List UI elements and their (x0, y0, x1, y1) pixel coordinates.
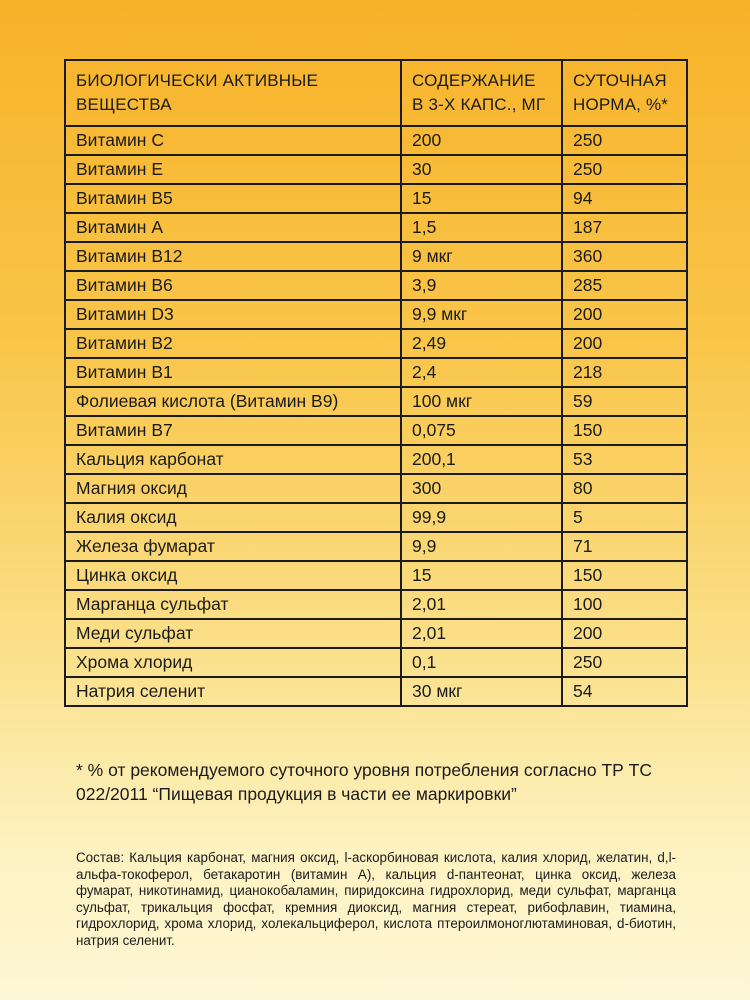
daily-norm-cell: 80 (562, 474, 687, 503)
substance-cell: Витамин В7 (65, 416, 401, 445)
content-cell: 2,01 (401, 590, 562, 619)
daily-norm-cell: 150 (562, 416, 687, 445)
content-cell: 15 (401, 184, 562, 213)
table-row (65, 358, 687, 387)
table-row (65, 503, 687, 532)
table-row (65, 445, 687, 474)
daily-norm-cell: 200 (562, 329, 687, 358)
substance-cell: Хрома хлорид (65, 648, 401, 677)
footnote: * % от рекомендуемого суточного уровня потребления согласно ТР ТС 022/2011 “Пищевая продукция в части ее маркировки” (76, 760, 652, 804)
content-cell: 1,5 (401, 213, 562, 242)
table-row (65, 271, 687, 300)
daily-norm-cell: 59 (562, 387, 687, 416)
content-cell: 200,1 (401, 445, 562, 474)
table-row (65, 213, 687, 242)
substance-cell: Железа фумарат (65, 532, 401, 561)
content-cell: 0,1 (401, 648, 562, 677)
substance-cell: Фолиевая кислота (Витамин В9) (65, 387, 401, 416)
substance-cell: Витамин В5 (65, 184, 401, 213)
content-cell: 9 мкг (401, 242, 562, 271)
header-content: СОДЕРЖАНИЕ В 3-Х КАПС., МГ (401, 60, 562, 126)
content-cell: 99,9 (401, 503, 562, 532)
substance-cell: Витамин Е (65, 155, 401, 184)
table-row (65, 648, 687, 677)
daily-norm-cell: 250 (562, 155, 687, 184)
content-cell: 200 (401, 126, 562, 155)
substance-cell: Витамин В12 (65, 242, 401, 271)
substance-cell: Витамин В6 (65, 271, 401, 300)
daily-norm-cell: 250 (562, 648, 687, 677)
daily-norm-cell: 71 (562, 532, 687, 561)
daily-norm-cell: 285 (562, 271, 687, 300)
daily-norm-cell: 250 (562, 126, 687, 155)
table-row (65, 416, 687, 445)
composition-text: Состав: Кальция карбонат, магния оксид, l-аскорбиновая кислота, калия хлорид, желатин, d,l-альфа-токоферол, бетакаротин (витамин А), кальция d-пантеонат, цинка оксид, железа фумарат, никотинамид, цианокобаламин, пиридоксина гидрохлорид, меди сульфат, марганца сульфат, трикальция фосфат, кремния диоксид, магния стереат, рибофлавин, тиамина, гидрохлорид, хрома хлорид, холекальциферол, кислота птероилмоноглютаминовая, d-биотин, натрия селенит. (76, 850, 676, 948)
table-header-row (65, 60, 687, 126)
daily-norm-cell: 94 (562, 184, 687, 213)
table-row (65, 329, 687, 358)
daily-norm-cell: 5 (562, 503, 687, 532)
substance-cell: Магния оксид (65, 474, 401, 503)
content-cell: 30 мкг (401, 677, 562, 706)
table-row (65, 242, 687, 271)
table-row (65, 532, 687, 561)
daily-norm-cell: 360 (562, 242, 687, 271)
header-substances: БИОЛОГИЧЕСКИ АКТИВНЫЕ ВЕЩЕСТВА (65, 60, 401, 126)
substance-cell: Витамин А (65, 213, 401, 242)
content-cell: 9,9 мкг (401, 300, 562, 329)
content-cell: 2,49 (401, 329, 562, 358)
substance-cell: Калия оксид (65, 503, 401, 532)
daily-norm-cell: 54 (562, 677, 687, 706)
nutrients-table (64, 59, 688, 707)
substance-cell: Кальция карбонат (65, 445, 401, 474)
content-cell: 15 (401, 561, 562, 590)
content-cell: 9,9 (401, 532, 562, 561)
content-cell: 100 мкг (401, 387, 562, 416)
substance-cell: Витамин D3 (65, 300, 401, 329)
table-row (65, 155, 687, 184)
daily-norm-cell: 150 (562, 561, 687, 590)
daily-norm-cell: 53 (562, 445, 687, 474)
table-row (65, 126, 687, 155)
daily-norm-cell: 200 (562, 619, 687, 648)
substance-cell: Меди сульфат (65, 619, 401, 648)
table-row (65, 590, 687, 619)
table-row (65, 184, 687, 213)
substance-cell: Витамин С (65, 126, 401, 155)
daily-norm-cell: 200 (562, 300, 687, 329)
daily-norm-cell: 218 (562, 358, 687, 387)
content-cell: 30 (401, 155, 562, 184)
content-cell: 300 (401, 474, 562, 503)
table-row (65, 300, 687, 329)
content-cell: 0,075 (401, 416, 562, 445)
substance-cell: Натрия селенит (65, 677, 401, 706)
content-cell: 2,01 (401, 619, 562, 648)
table-row (65, 387, 687, 416)
table-row (65, 677, 687, 706)
substance-cell: Витамин В1 (65, 358, 401, 387)
substance-cell: Витамин В2 (65, 329, 401, 358)
table-row (65, 619, 687, 648)
substance-cell: Марганца сульфат (65, 590, 401, 619)
content-cell: 2,4 (401, 358, 562, 387)
header-daily-norm: СУТОЧНАЯ НОРМА, %* (562, 60, 687, 126)
content-cell: 3,9 (401, 271, 562, 300)
daily-norm-cell: 100 (562, 590, 687, 619)
daily-norm-cell: 187 (562, 213, 687, 242)
table-body (65, 126, 687, 706)
table-row (65, 561, 687, 590)
substance-cell: Цинка оксид (65, 561, 401, 590)
table-row (65, 474, 687, 503)
